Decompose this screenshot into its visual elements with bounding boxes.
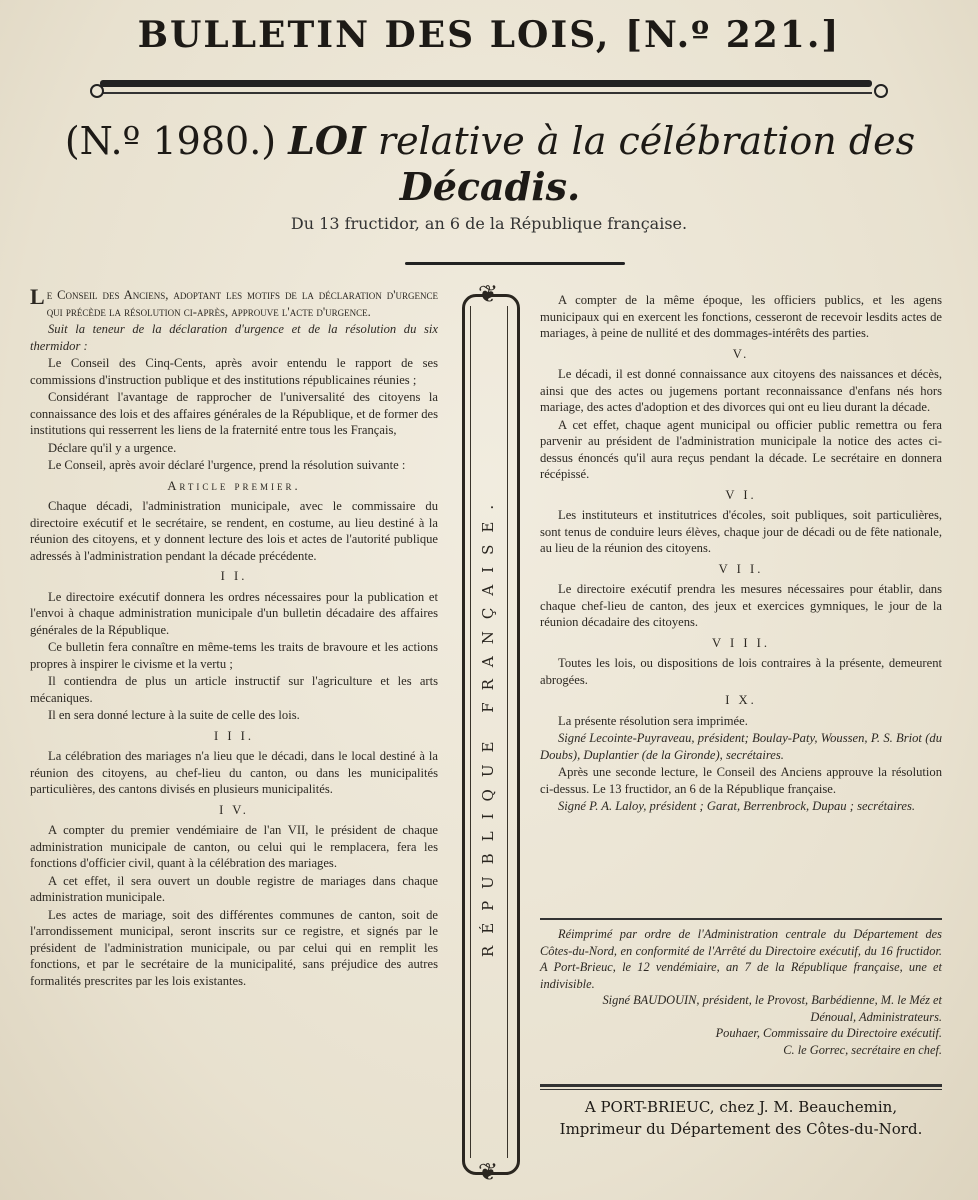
article-text: A cet effet, il sera ouvert un double registre de mariages dans chaque administration municipale.: [30, 873, 438, 904]
banner-text: RÉPUBLIQUE FRANÇAISE.: [479, 492, 497, 958]
right-column: [540, 292, 942, 816]
article-heading: Article premier.: [167, 478, 301, 493]
drop-cap: L: [30, 284, 45, 309]
header-rule-thick: [100, 80, 872, 87]
imprint-rule-thin: [540, 1089, 942, 1090]
imprint-line-2: Imprimeur du Département des Côtes-du-Nord.: [559, 1120, 923, 1138]
article-text: A cet effet, chaque agent municipal ou officier public remettra ou fera parvenir au président de l'administration municipale la notice des actes ci-dessus énoncés qu'il aura reçus pendant la décade. Le secrétaire en donnera récépissé.: [540, 417, 942, 481]
article-text: La célébration des mariages n'a lieu que le décadi, dans le local destiné à la réunion des citoyens, au chef-lieu du canton, ou dans les municipalités particulières, des cantons divisés en plusieurs municipalités.: [30, 749, 438, 796]
rule-ornament-right: [874, 84, 888, 98]
paragraph: Considérant l'avantage de rapprocher de l'universalité des citoyens la connaissance des lois et des affaires générales de la République, et de former des institutions qui resserrent les liens de la fraternité entre tous les Français,: [30, 390, 438, 437]
reprint-notice: [540, 926, 942, 1058]
article-heading: I I.: [220, 569, 248, 583]
law-title: [40, 118, 940, 210]
article-text: Le directoire exécutif donnera les ordres nécessaires pour la publication et l'envoi à chaque administration municipale d'un bulletin décadaire des affaires générales de la République.: [30, 589, 438, 637]
article-text: Ce bulletin fera connaître en même-tems les traits de bravoure et les actions propres à inspirer le civisme et la vertu ;: [30, 640, 438, 671]
article-text: Il en sera donné lecture à la suite de celle des lois.: [48, 708, 300, 722]
header-rule-thin: [100, 92, 872, 94]
intro-paragraph: Le Conseil des Anciens, adoptant les motifs de la déclaration d'urgence qui précède la résolution ci-après, approuve l'acte d'urgence.: [30, 284, 438, 319]
article-text: Chaque décadi, l'administration municipale, avec le commissaire du directoire exécutif et le secrétaire, se rendent, en costume, au lieu destiné à la réunion des citoyens, et y donnent lecture des lois et actes de l'autorité publique adressés à l'administration pendant la décade précédente.: [30, 499, 438, 563]
printer-imprint: [540, 1096, 942, 1140]
article-text: A compter du premier vendémiaire de l'an VII, le président de chaque administration municipale de canton, ou celui qui le remplacera, fera les fonctions d'officier civil, quant à la célébration des mariages.: [30, 823, 438, 870]
article-text: Toutes les lois, ou dispositions de lois contraires à la présente, demeurent abrogées.: [540, 656, 942, 687]
law-loi: LOI: [288, 118, 366, 163]
scroll-ornament-icon: ❦: [477, 1158, 499, 1186]
article-text: La présente résolution sera imprimée.: [558, 713, 748, 728]
law-title-rest: relative à la célébration des: [377, 119, 916, 163]
signatures-cinq-cents: Signé Lecointe-Puyraveau, président; Boulay-Paty, Woussen, P. S. Briot (du Doubs), Duplantier (de la Gironde), secrétaires.: [540, 731, 942, 762]
article-text: Les instituteurs et institutrices d'écoles, soit publiques, soit particulières, sont tenus de conduire leurs élèves, chaque jour de décadi ou de fête nationale, au lieu de la réunion des citoyens.: [540, 508, 942, 555]
law-number: (N.º 1980.): [64, 119, 277, 163]
paragraph: Le Conseil des Cinq-Cents, après avoir entendu le rapport de ses commissions d'instruction publique et des institutions républicaines réunies ;: [30, 356, 438, 387]
article-heading: V.: [732, 346, 750, 361]
imprint-rule: [540, 1084, 942, 1087]
article-heading: V I.: [725, 487, 757, 502]
article-heading: I V.: [219, 802, 249, 817]
rule-ornament-left: [90, 84, 104, 98]
secretaire-signature: C. le Gorrec, secrétaire en chef.: [783, 1042, 942, 1057]
article-text: Il contiendra de plus un article instructif sur l'agriculture et les arts mécaniques.: [30, 674, 438, 705]
law-decadis: Décadis.: [399, 164, 581, 209]
reprint-signatures: Signé BAUDOUIN, président, le Provost, Barbédienne, M. le Méz et Dénoual, Administrateurs.: [602, 993, 942, 1024]
article-heading: I I I.: [213, 728, 255, 743]
paragraph: Déclare qu'il y a urgence.: [48, 440, 177, 455]
reprint-rule: [540, 918, 942, 920]
article-text: Le directoire exécutif prendra les mesures nécessaires pour établir, dans chaque chef-lieu de canton, des jeux et exercices gymniques, le jour de la réunion décadaire des citoyens.: [540, 582, 942, 629]
imprint-line-1: A PORT-BRIEUC, chez J. M. Beauchemin,: [584, 1098, 898, 1116]
article-heading: V I I.: [718, 561, 764, 576]
signatures-anciens: Signé P. A. Laloy, président ; Garat, Berrenbrock, Dupau ; secrétaires.: [558, 799, 916, 813]
article-heading: I X.: [725, 693, 757, 707]
left-column: [30, 284, 438, 990]
scroll-ornament-icon: ❦: [477, 280, 499, 308]
commissaire-signature: Pouhaer, Commissaire du Directoire exécutif.: [715, 1026, 942, 1040]
article-text: Les actes de mariage, soit des différentes communes de canton, soit de l'arrondissement municipal, seront inscrits sur ce registre, et signés par le président de l'administration municipale, ou par celui qui en remplit les fonctions, et par le secrétaire de la municipalité, sans préjudice des autres formalités prescrites par les lois existantes.: [30, 907, 438, 988]
reprint-text: Réimprimé par ordre de l'Administration centrale du Département des Côtes-du-Nord, en conformité de l'Arrêté du Directoire exécutif, du 16 fructidor. A Port-Brieuc, le 12 vendémiaire, an 7 de la République française, une et indivisible.: [540, 927, 942, 991]
bulletin-header: BULLETIN DES LOIS, [N.º 221.]: [137, 14, 841, 56]
title-rule: [405, 262, 625, 265]
suit-paragraph: Suit la teneur de la déclaration d'urgence et de la résolution du six thermidor :: [30, 322, 438, 353]
article-text: Le décadi, il est donné connaissance aux citoyens des naissances et décès, ainsi que des actes ou jugemens portant reconnaissance d'enfans nés hors mariage, des actes d'adoption et des divorces qui ont eu lieu durant la décade.: [540, 367, 942, 414]
paragraph: A compter de la même époque, les officiers publics, et les agens municipaux qui en exercent les fonctions, cesseront de recevoir lesdits actes de mariages, à peine de nullité et des dommages-intérêts des parties.: [540, 293, 942, 340]
article-heading: V I I I.: [711, 635, 771, 650]
paragraph: Le Conseil, après avoir déclaré l'urgence, prend la résolution suivante :: [48, 458, 406, 472]
law-date: Du 13 fructidor, an 6 de la République française.: [290, 214, 688, 233]
approval-paragraph: Après une seconde lecture, le Conseil des Anciens approuve la résolution ci-dessus. Le 13 fructidor, an 6 de la République française.: [540, 765, 942, 796]
